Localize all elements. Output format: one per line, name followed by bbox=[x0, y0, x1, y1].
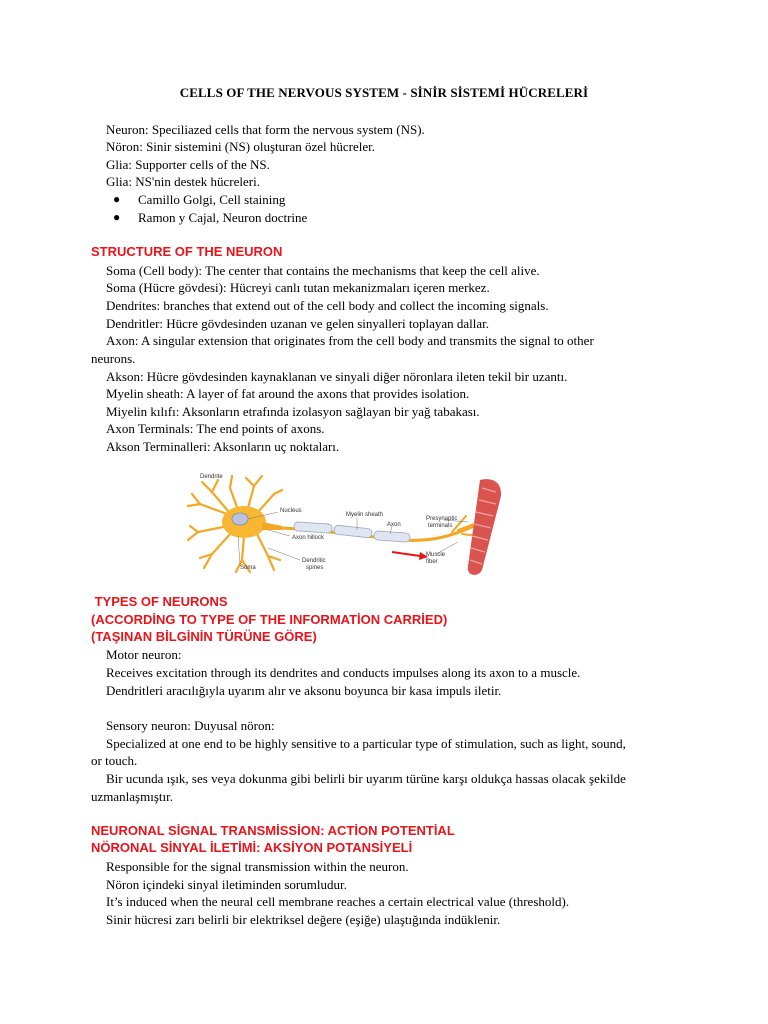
label-presynaptic: Presynaptic bbox=[426, 516, 458, 522]
axon-hillock-shape bbox=[262, 522, 282, 530]
label-myelin-sheath: Myelin sheath bbox=[346, 512, 384, 518]
section-heading-types: (ACCORDİNG TO TYPE OF THE INFORMATİON CARRİED) bbox=[91, 612, 448, 627]
label-presynaptic: terminals bbox=[428, 523, 453, 529]
body-line: Nöron içindeki sinyal iletiminden sorumludur. bbox=[106, 877, 347, 892]
bullet-item: Camillo Golgi, Cell staining bbox=[138, 192, 286, 207]
neuron-diagram bbox=[182, 470, 512, 580]
intro-line: Neuron: Speciliazed cells that form the nervous system (NS). bbox=[106, 122, 425, 137]
label-nucleus: Nucleus bbox=[280, 508, 302, 514]
label-dendritic-spines: spines bbox=[306, 565, 324, 571]
intro-line: Nöron: Sinir sistemini (NS) oluşturan özel hücreler. bbox=[106, 139, 375, 154]
body-line: uzmanlaşmıştır. bbox=[91, 789, 173, 804]
body-line: Akson: Hücre gövdesinden kaynaklanan ve sinyali diğer nöronlara ileten tekil bir uzantı. bbox=[106, 369, 568, 384]
page-title: CELLS OF THE NERVOUS SYSTEM - SİNİR SİSTEMİ HÜCRELERİ bbox=[179, 85, 589, 100]
body-line: Receives excitation through its dendrites and conducts impulses along its axon to a muscle. bbox=[106, 665, 581, 680]
body-line: Responsible for the signal transmission within the neuron. bbox=[106, 859, 409, 874]
bullet-icon: ● bbox=[113, 192, 121, 206]
body-line: Axon Terminals: The end points of axons. bbox=[106, 421, 325, 436]
body-line: Akson Terminalleri: Aksonların uç noktaları. bbox=[106, 439, 340, 454]
body-line: Myelin sheath: A layer of fat around the axons that provides isolation. bbox=[106, 386, 470, 401]
body-line: neurons. bbox=[91, 351, 136, 366]
body-line: Axon: A singular extension that originates from the cell body and transmits the signal to other bbox=[106, 333, 594, 348]
section-heading-signal: NÖRONAL SİNYAL İLETİMİ: AKSİYON POTANSİYELİ bbox=[91, 840, 413, 855]
body-line: Soma (Cell body): The center that contains the mechanisms that keep the cell alive. bbox=[106, 263, 540, 278]
label-axon: Axon bbox=[387, 522, 401, 528]
body-line: Sinir hücresi zarı belirli bir elektriksel değere (eşiğe) ulaştığında indüklenir. bbox=[106, 912, 501, 927]
body-line: Bir ucunda ışık, ses veya dokunma gibi belirli bir uyarım türüne karşı oldukça hassas olacak şekilde bbox=[106, 771, 626, 786]
body-line: Dendritleri aracılığıyla uyarım alır ve aksonu boyunca bir kasa impuls iletir. bbox=[106, 683, 502, 698]
intro-line: Glia: NS'nin destek hücreleri. bbox=[106, 174, 260, 189]
intro-line: Glia: Supporter cells of the NS. bbox=[106, 157, 270, 172]
body-line: Motor neuron: bbox=[106, 647, 182, 662]
label-axon-hillock: Axon hillock bbox=[292, 535, 325, 541]
nucleus-shape bbox=[232, 513, 248, 525]
body-line: Miyelin kılıfı: Aksonların etrafında izolasyon sağlayan bir yağ tabakası. bbox=[106, 404, 480, 419]
body-line: or touch. bbox=[91, 753, 138, 768]
signal-arrow-icon bbox=[392, 552, 420, 556]
bullet-icon: ● bbox=[113, 210, 121, 224]
section-heading-signal: NEURONAL SİGNAL TRANSMİSSİON: ACTİON POTENTİAL bbox=[91, 823, 455, 838]
body-line: Dendrites: branches that extend out of the cell body and collect the incoming signals. bbox=[106, 298, 549, 313]
label-muscle-fiber: Muscle bbox=[426, 552, 446, 558]
section-heading-types: TYPES OF NEURONS bbox=[91, 594, 228, 609]
label-dendrite: Dendrite bbox=[200, 474, 223, 480]
label-muscle-fiber: fiber bbox=[426, 559, 438, 565]
section-heading-structure: STRUCTURE OF THE NEURON bbox=[91, 244, 283, 259]
body-line: Dendritler: Hücre gövdesinden uzanan ve gelen sinyalleri toplayan dallar. bbox=[106, 316, 489, 331]
label-soma: Soma bbox=[240, 565, 256, 571]
bullet-item: Ramon y Cajal, Neuron doctrine bbox=[138, 210, 308, 225]
body-line: Soma (Hücre gövdesi): Hücreyi canlı tutan mekanizmaları içeren merkez. bbox=[106, 280, 490, 295]
body-line: Sensory neuron: Duyusal nöron: bbox=[106, 718, 275, 733]
body-line: Specialized at one end to be highly sensitive to a particular type of stimulation, such as light, sound, bbox=[106, 736, 626, 751]
label-dendritic-spines: Dendritic bbox=[302, 558, 326, 564]
body-line: It’s induced when the neural cell membrane reaches a certain electrical value (threshold). bbox=[106, 894, 570, 909]
section-heading-types: (TAŞINAN BİLGİNİN TÜRÜNE GÖRE) bbox=[91, 629, 317, 644]
